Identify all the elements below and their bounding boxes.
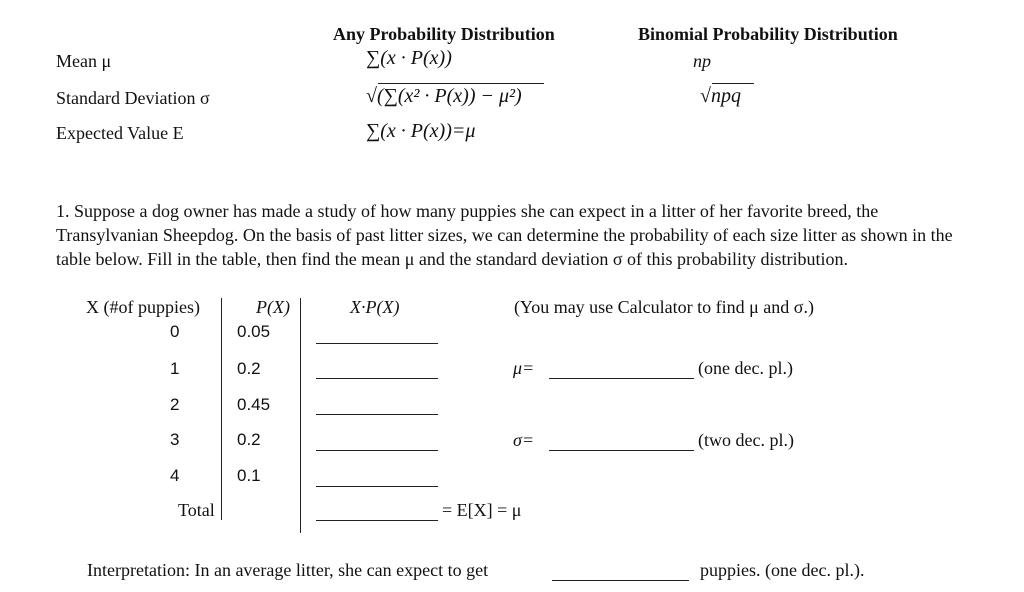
expected-value-label: Expected Value E <box>56 123 184 143</box>
total-blank[interactable] <box>316 520 438 521</box>
mean-formula: ∑(x · P(x)) <box>366 47 452 69</box>
sigma-answer-blank[interactable] <box>549 450 694 451</box>
expected-value-formula: ∑(x · P(x))=μ <box>366 120 476 142</box>
xpx-column-header: X·P(X) <box>350 297 400 317</box>
binomial-distribution-header: Binomial Probability Distribution <box>638 24 898 44</box>
px-column-header: P(X) <box>256 297 290 317</box>
binomial-mean-formula: np <box>693 51 711 71</box>
total-expected-value: = E[X] = μ <box>442 500 522 520</box>
x-value: 4 <box>170 466 180 485</box>
calculator-note: (You may use Calculator to find μ and σ.) <box>514 297 814 317</box>
mean-label: Mean μ <box>56 51 112 71</box>
binomial-std-dev-formula: √npq <box>700 85 741 107</box>
problem-text: 1. Suppose a dog owner has made a study of how many puppies she can expect in a litter of her favorite breed, the Transylvanian Sheepdog. On the basis of past litter sizes, we can determine the probability of each size litter as shown in the table below. Fill in the table, then find the mean μ and the standard deviation σ of this probability distribution. <box>56 201 953 269</box>
xpx-blank-4[interactable] <box>316 486 438 487</box>
p-value: 0.45 <box>237 395 271 414</box>
table-divider-2 <box>300 298 301 533</box>
mu-precision-note: (one dec. pl.) <box>698 358 793 378</box>
sigma-answer-label: σ= <box>513 430 535 450</box>
xpx-blank-0[interactable] <box>316 343 438 344</box>
x-value: 2 <box>170 395 180 414</box>
p-value: 0.1 <box>237 466 261 485</box>
total-label: Total <box>178 500 215 520</box>
std-dev-formula: √(∑(x² · P(x)) − μ²) <box>366 85 522 107</box>
p-value: 0.2 <box>237 430 261 449</box>
interpretation-blank[interactable] <box>552 580 689 581</box>
p-value: 0.05 <box>237 322 271 341</box>
mu-answer-blank[interactable] <box>549 378 694 379</box>
xpx-blank-1[interactable] <box>316 378 438 379</box>
sigma-precision-note: (two dec. pl.) <box>698 430 794 450</box>
x-value: 1 <box>170 359 180 378</box>
p-value: 0.2 <box>237 359 261 378</box>
std-dev-label: Standard Deviation σ <box>56 88 210 108</box>
any-distribution-header: Any Probability Distribution <box>333 24 555 44</box>
x-column-header: X (#of puppies) <box>86 297 200 317</box>
std-dev-radical-bar <box>378 83 544 84</box>
interpretation-suffix: puppies. (one dec. pl.). <box>700 560 865 580</box>
binomial-radical-bar <box>712 83 754 84</box>
mu-answer-label: μ= <box>513 358 535 378</box>
x-value: 3 <box>170 430 180 449</box>
xpx-blank-2[interactable] <box>316 414 438 415</box>
x-value: 0 <box>170 322 180 341</box>
interpretation-prefix: Interpretation: In an average litter, she can expect to get <box>87 560 489 580</box>
xpx-blank-3[interactable] <box>316 450 438 451</box>
table-divider-1 <box>221 298 222 520</box>
